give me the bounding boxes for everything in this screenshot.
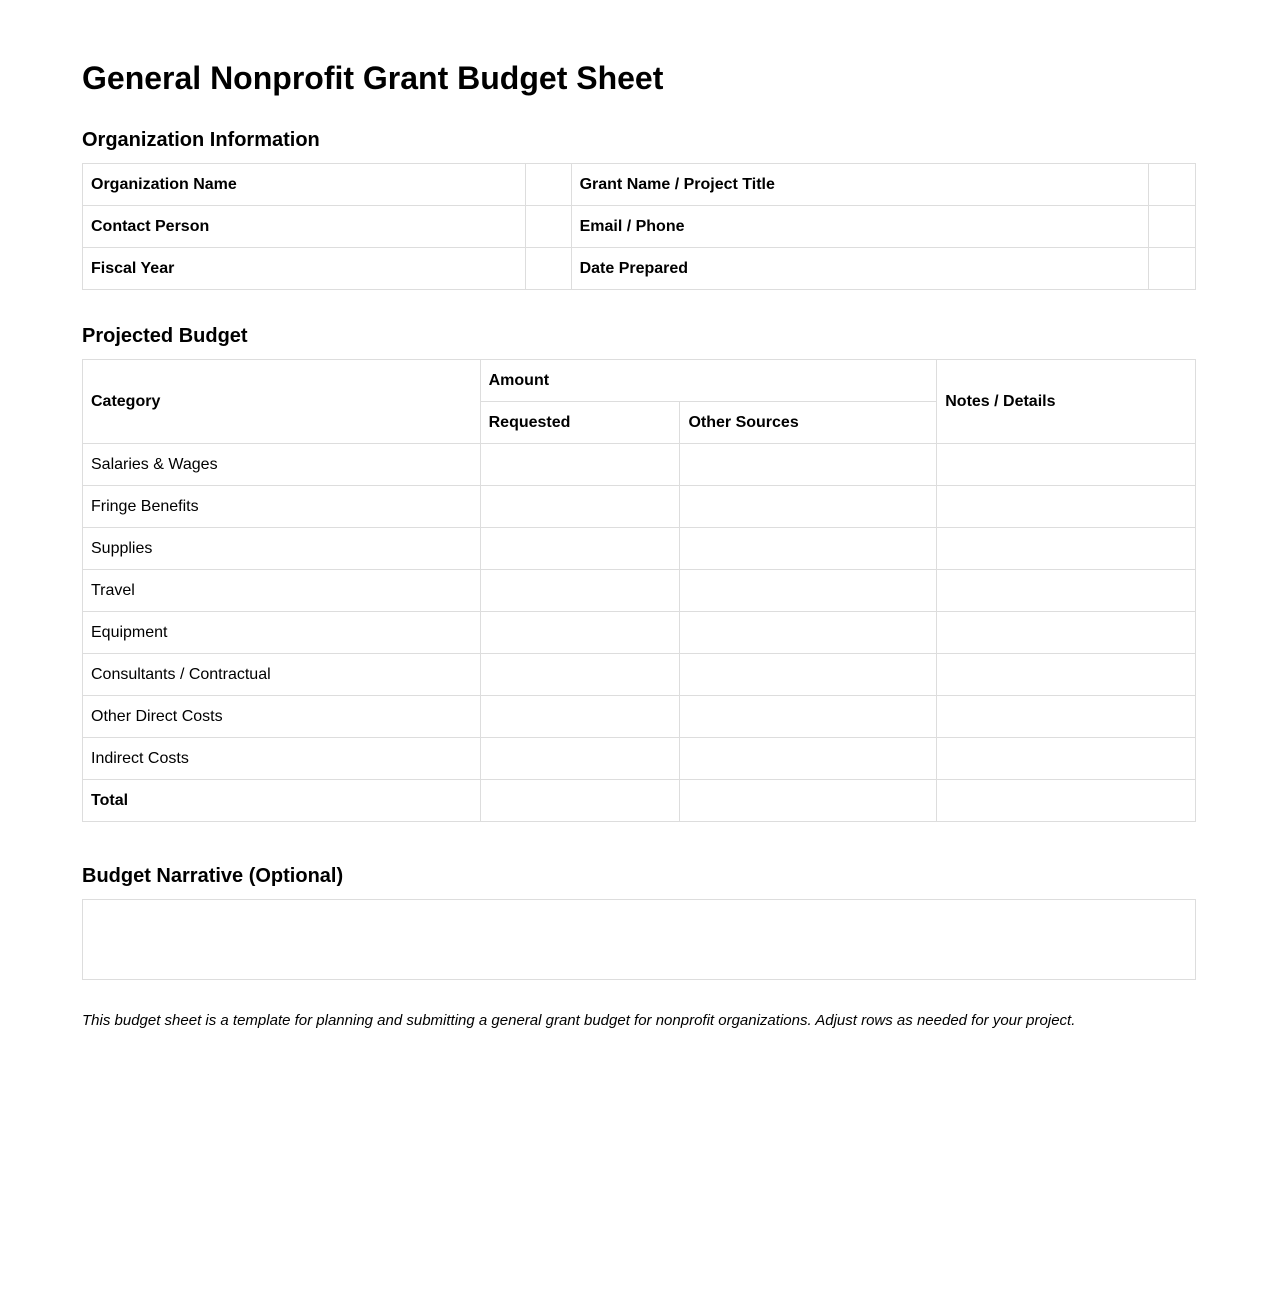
email-phone-label: Email / Phone (571, 206, 1148, 248)
notes-cell[interactable] (937, 528, 1196, 570)
grant-name-label: Grant Name / Project Title (571, 164, 1148, 206)
org-info-heading: Organization Information (82, 129, 320, 151)
email-phone-field[interactable] (1149, 206, 1196, 248)
grant-name-field[interactable] (1149, 164, 1196, 206)
date-prepared-label: Date Prepared (571, 248, 1148, 290)
notes-cell[interactable] (937, 570, 1196, 612)
other-sources-cell[interactable] (680, 570, 937, 612)
notes-cell[interactable] (937, 654, 1196, 696)
other-sources-header: Other Sources (680, 402, 937, 444)
notes-cell[interactable] (937, 486, 1196, 528)
requested-cell[interactable] (480, 528, 680, 570)
other-sources-cell[interactable] (680, 738, 937, 780)
org-info-table (82, 163, 1196, 290)
contact-person-field[interactable] (525, 206, 571, 248)
table-row (83, 696, 1196, 738)
contact-person-label: Contact Person (83, 206, 526, 248)
table-row (83, 570, 1196, 612)
category-cell: Consultants / Contractual (83, 654, 481, 696)
requested-cell[interactable] (480, 444, 680, 486)
org-info-row (83, 164, 1196, 206)
requested-cell[interactable] (480, 570, 680, 612)
amount-header: Amount (480, 360, 937, 402)
category-cell: Travel (83, 570, 481, 612)
requested-header: Requested (480, 402, 680, 444)
other-sources-cell[interactable] (680, 486, 937, 528)
narrative-textarea[interactable] (82, 899, 1196, 980)
table-row (83, 612, 1196, 654)
other-sources-cell[interactable] (680, 444, 937, 486)
requested-cell[interactable] (480, 486, 680, 528)
notes-header: Notes / Details (937, 360, 1196, 444)
requested-cell[interactable] (480, 696, 680, 738)
category-cell: Supplies (83, 528, 481, 570)
total-other-sources-cell[interactable] (680, 780, 937, 822)
date-prepared-field[interactable] (1149, 248, 1196, 290)
total-row (83, 780, 1196, 822)
category-header: Category (83, 360, 481, 444)
requested-cell[interactable] (480, 612, 680, 654)
requested-cell[interactable] (480, 738, 680, 780)
fiscal-year-field[interactable] (525, 248, 571, 290)
total-notes-cell[interactable] (937, 780, 1196, 822)
table-row (83, 738, 1196, 780)
fiscal-year-label: Fiscal Year (83, 248, 526, 290)
notes-cell[interactable] (937, 612, 1196, 654)
other-sources-cell[interactable] (680, 654, 937, 696)
table-row (83, 654, 1196, 696)
footnote: This budget sheet is a template for planning and submitting a general grant budget for nonprofit organizations. Adjust rows as needed for your project. (82, 1012, 1076, 1029)
category-cell: Equipment (83, 612, 481, 654)
org-info-row (83, 206, 1196, 248)
total-label: Total (83, 780, 481, 822)
category-cell: Other Direct Costs (83, 696, 481, 738)
narrative-heading: Budget Narrative (Optional) (82, 865, 344, 887)
other-sources-cell[interactable] (680, 696, 937, 738)
category-cell: Indirect Costs (83, 738, 481, 780)
category-cell: Salaries & Wages (83, 444, 481, 486)
page-title: General Nonprofit Grant Budget Sheet (82, 60, 664, 96)
org-name-field[interactable] (525, 164, 571, 206)
notes-cell[interactable] (937, 738, 1196, 780)
other-sources-cell[interactable] (680, 612, 937, 654)
org-name-label: Organization Name (83, 164, 526, 206)
table-row (83, 486, 1196, 528)
notes-cell[interactable] (937, 444, 1196, 486)
requested-cell[interactable] (480, 654, 680, 696)
budget-heading: Projected Budget (82, 325, 248, 347)
other-sources-cell[interactable] (680, 528, 937, 570)
notes-cell[interactable] (937, 696, 1196, 738)
category-cell: Fringe Benefits (83, 486, 481, 528)
org-info-row (83, 248, 1196, 290)
total-requested-cell[interactable] (480, 780, 680, 822)
budget-table (82, 359, 1196, 822)
table-row (83, 444, 1196, 486)
table-row (83, 528, 1196, 570)
